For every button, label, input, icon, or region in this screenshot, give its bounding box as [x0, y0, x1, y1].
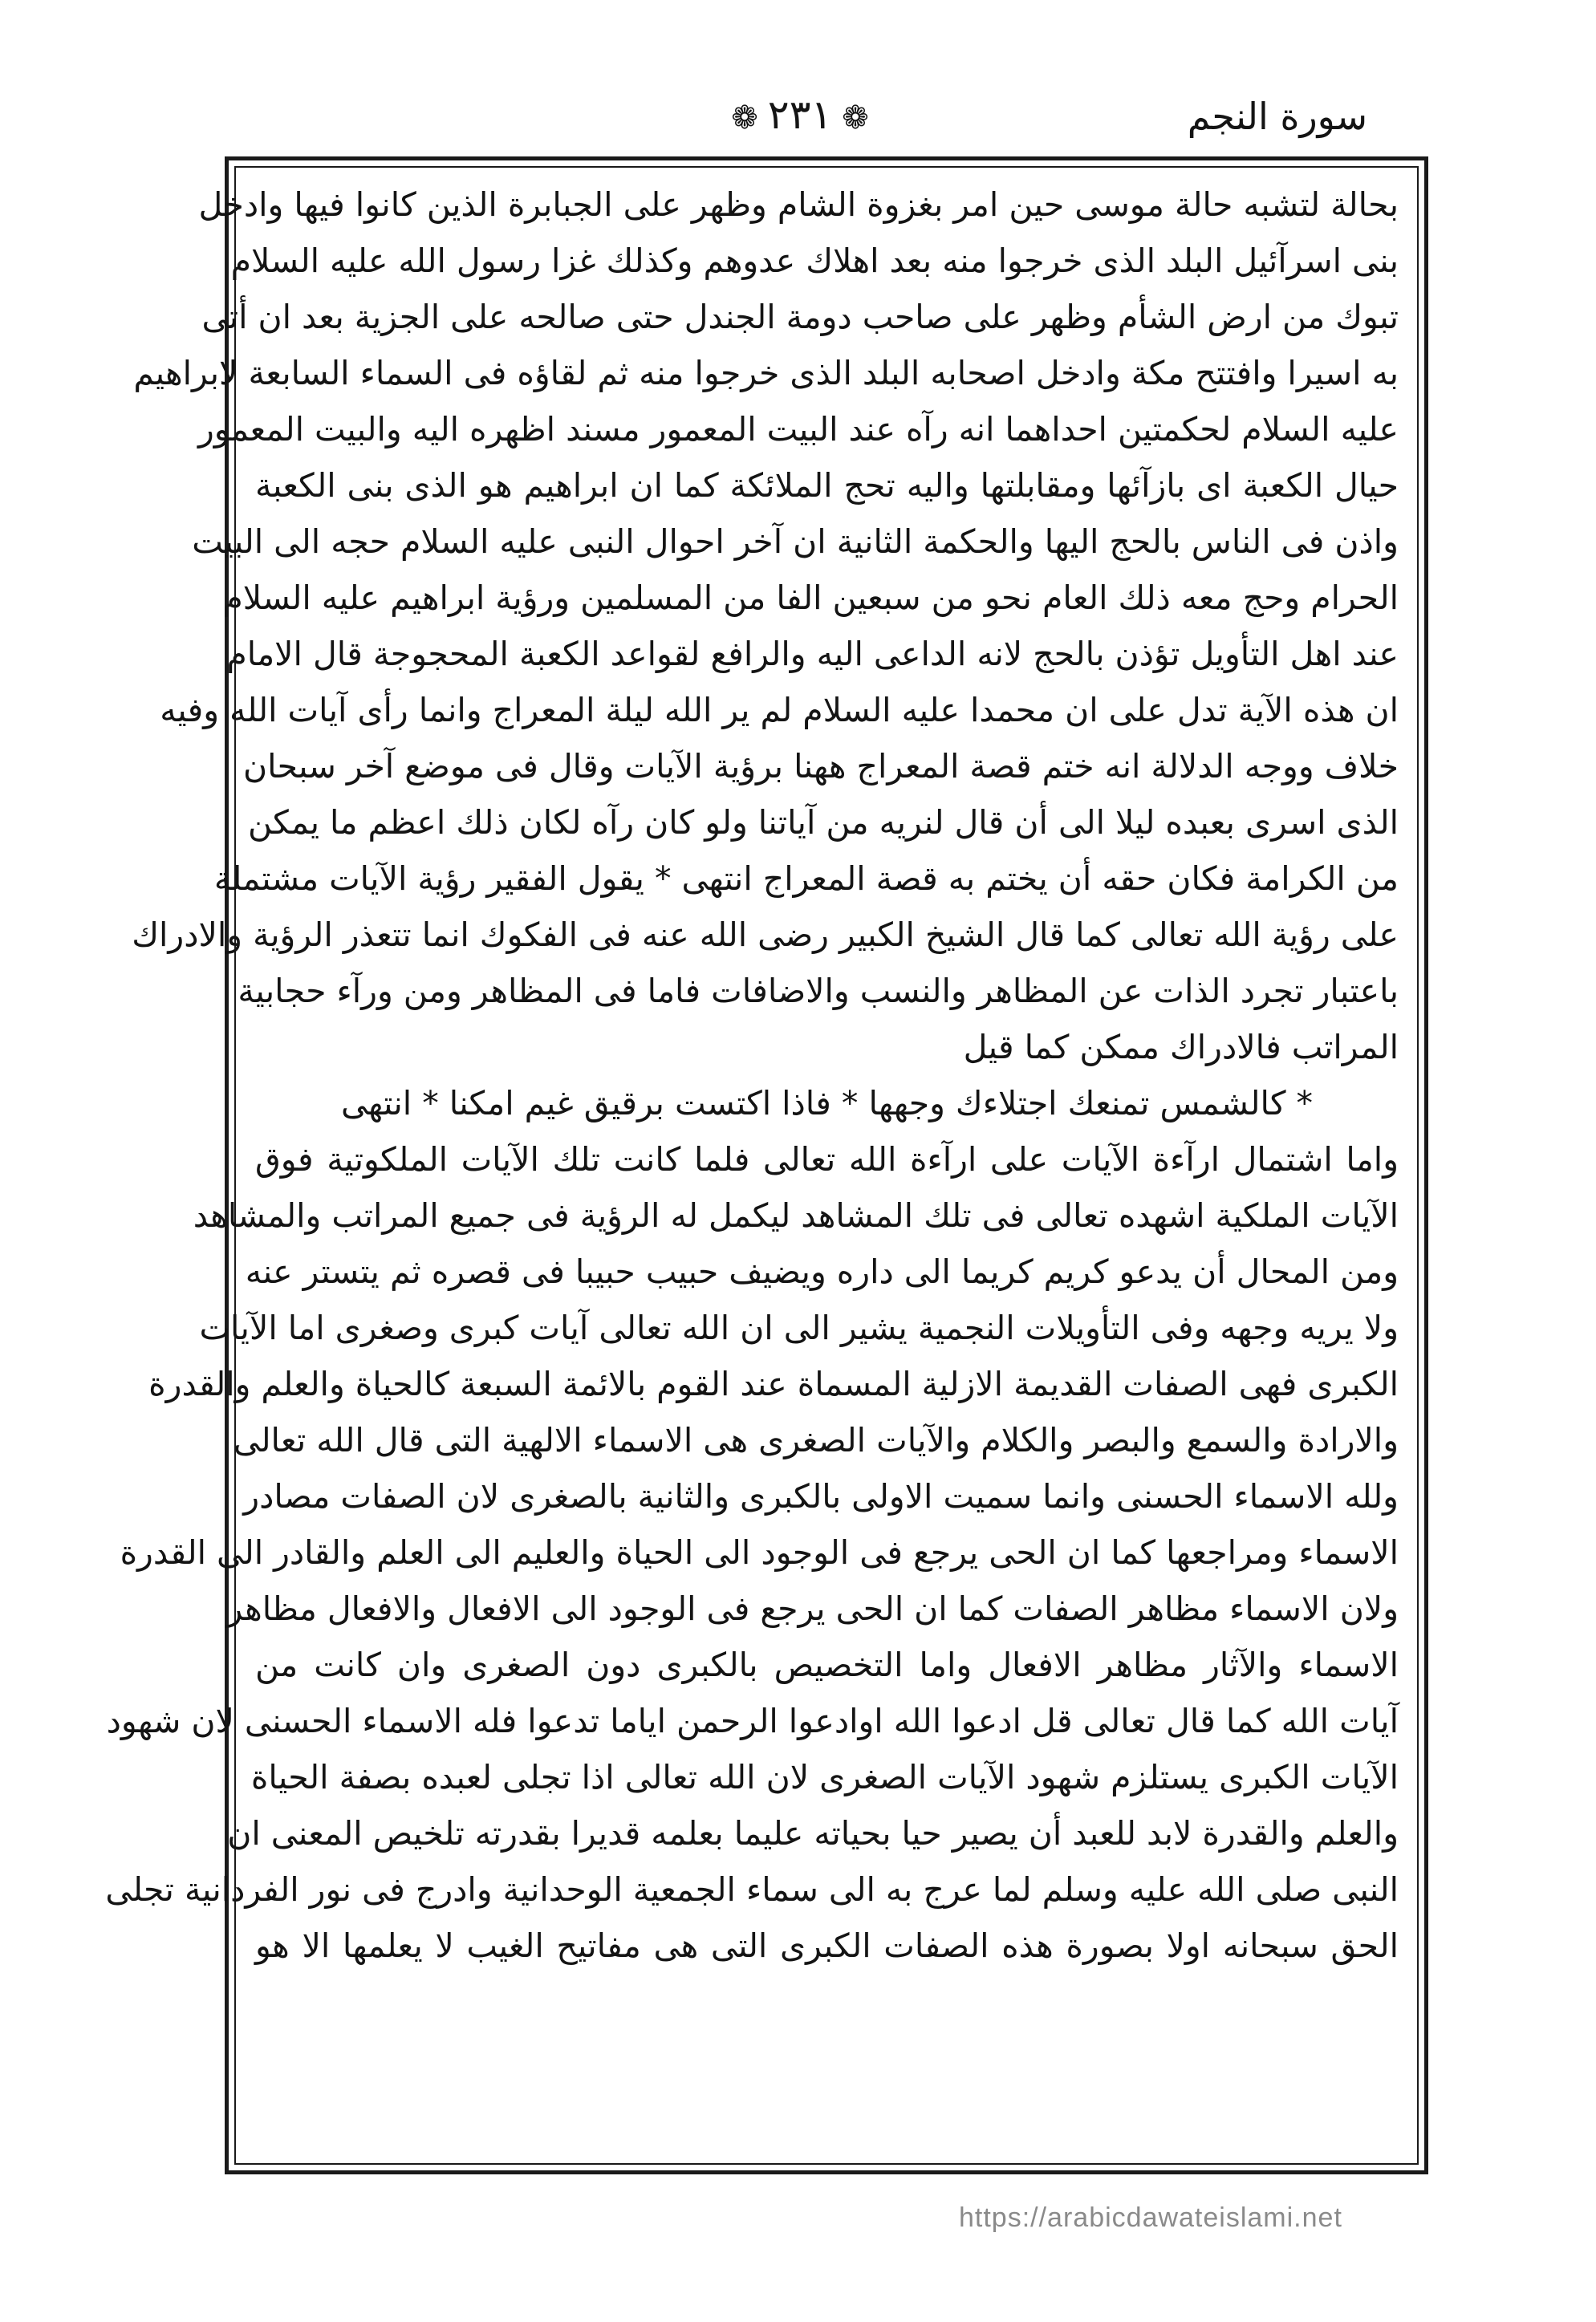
- text-line: باعتبار تجرد الذات عن المظاهر والنسب والاضافات فاما فى المظاهر ومن ورآء حجابية: [238, 972, 1399, 1010]
- text-line: بنى اسرآئيل البلد الذى خرجوا منه بعد اهلاك عدوهم وكذلك غزا رسول الله عليه السلام: [230, 242, 1399, 280]
- text-line: عليه السلام لحكمتين احداهما انه رآه عند البيت المعمور مسند اظهره اليه والبيت المعمور: [197, 410, 1399, 449]
- text-line: الآيات الملكية اشهده تعالى فى تلك المشاهد ليكمل له الرؤية فى جميع المراتب والمشاهد: [193, 1196, 1399, 1235]
- page-header: [233, 88, 1367, 152]
- text-line: واما اشتمال ارآءة الآيات على ارآءة الله تعالى فلما كانت تلك الآيات الملكوتية فوق: [255, 1140, 1399, 1179]
- text-line: ولان الاسماء مظاهر الصفات كما ان الحى يرجع فى الوجود الى الافعال والافعال مظاهر: [226, 1589, 1399, 1628]
- text-line: الآيات الكبرى يستلزم شهود الآيات الصغرى لان الله تعالى اذا تجلى لعبده بصفة الحياة: [250, 1758, 1399, 1796]
- text-line: آيات الله كما قال تعالى قل ادعوا الله اوادعوا الرحمن اياما تدعوا فله الاسماء الحسنى لان شهود: [106, 1702, 1399, 1740]
- text-line: ان هذه الآية تدل على ان محمدا عليه السلام لم ير الله ليلة المعراج وانما رأى آيات الله وفيه: [160, 691, 1399, 729]
- ornament-left-icon: ❁: [731, 99, 758, 136]
- surah-name: سورة النجم: [1187, 95, 1367, 138]
- text-line: الكبرى فهى الصفات القديمة الازلية المسماة عند القوم بالائمة السبعة كالحياة والعلم والقدرة: [148, 1365, 1399, 1403]
- text-line: تبوك من ارض الشأم وظهر على صاحب دومة الجندل حتى صالحه على الجزية بعد ان أتى: [201, 298, 1399, 336]
- ornament-right-icon: ❁: [842, 99, 869, 136]
- page-number: [721, 91, 879, 138]
- text-line: خلاف ووجه الدلالة انه ختم قصة المعراج ههنا برؤية الآيات وقال فى موضع آخر سبحان: [243, 747, 1399, 786]
- text-line: الحرام وحج معه ذلك العام نحو من سبعين الفا من المسلمين ورؤية ابراهيم عليه السلام: [222, 578, 1399, 617]
- text-line: بحالة لتشبه حالة موسى حين امر بغزوة الشام وظهر على الجبابرة الذين كانوا فيها وادخل: [198, 185, 1399, 224]
- text-line: من الكرامة فكان حقه أن يختم به قصة المعراج انتهى * يقول الفقير رؤية الآيات مشتملة: [213, 859, 1399, 898]
- text-line: الاسماء ومراجعها كما ان الحى يرجع فى الوجود الى الحياة والعليم الى العلم والقادر الى القدرة: [120, 1533, 1399, 1572]
- poem-line: * كالشمس تمنعك اجتلاءك وجهها * فاذا اكتست برقيق غيم امكنا * انتهى: [340, 1084, 1314, 1122]
- text-line: الحق سبحانه اولا بصورة هذه الصفات الكبرى التى هى مفاتيح الغيب لا يعلمها الا هو: [255, 1926, 1399, 1965]
- text-line: على رؤية الله تعالى كما قال الشيخ الكبير رضى الله عنه فى الفكوك انما تتعذر الرؤية والادراك: [132, 915, 1399, 954]
- page-number-text: ٢٣١: [767, 91, 833, 138]
- text-line: عند اهل التأويل تؤذن بالحج لانه الداعى اليه والرافع لقواعد الكعبة المحجوجة قال الامام: [226, 635, 1399, 673]
- text-line: المراتب فالادراك ممكن كما قيل: [963, 1028, 1399, 1066]
- text-line: الذى اسرى بعبده ليلا الى أن قال لنريه من آياتنا ولو كان رآه لكان ذلك اعظم ما يمكن: [248, 803, 1399, 842]
- text-line: ولله الاسماء الحسنى وانما سميت الاولى بالكبرى والثانية بالصغرى لان الصفات مصادر: [243, 1477, 1399, 1516]
- text-line: ولا يريه وجهه وفى التأويلات النجمية يشير الى ان الله تعالى آيات كبرى وصغرى اما الآيات: [199, 1309, 1399, 1347]
- text-line: والارادة والسمع والبصر والكلام والآيات الصغرى هى الاسماء الالهية التى قال الله تعالى: [233, 1421, 1399, 1459]
- text-block: [105, 177, 1399, 2154]
- text-line: به اسيرا وافتتح مكة وادخل اصحابه البلد الذى خرجوا منه ثم لقاؤه فى السماء السابعة لابراهيم: [133, 354, 1399, 392]
- text-line: حيال الكعبة اى بازآئها ومقابلتها واليه تحج الملائكة كما ان ابراهيم هو الذى بنى الكعبة: [255, 466, 1399, 505]
- text-line: والعلم والقدرة لابد للعبد أن يصير حيا بحياته عليما بعلمه قديرا بقدرته تلخيص المعنى ان: [227, 1814, 1399, 1853]
- watermark-url: https://arabicdawateislami.net: [959, 2202, 1342, 2233]
- text-line: الاسماء والآثار مظاهر الافعال واما التخصيص بالكبرى دون الصغرى وان كانت من: [255, 1646, 1399, 1684]
- text-line: النبى صلى الله عليه وسلم لما عرج به الى سماء الجمعية الوحدانية وادرج فى نور الفردانية تجلى: [105, 1870, 1399, 1909]
- text-line: ومن المحال أن يدعو كريم كريما الى داره ويضيف حبيب حبيبا فى قصره ثم يتستر عنه: [245, 1252, 1399, 1291]
- text-line: واذن فى الناس بالحج اليها والحكمة الثانية ان آخر احوال النبى عليه السلام حجه الى البيت: [192, 522, 1399, 561]
